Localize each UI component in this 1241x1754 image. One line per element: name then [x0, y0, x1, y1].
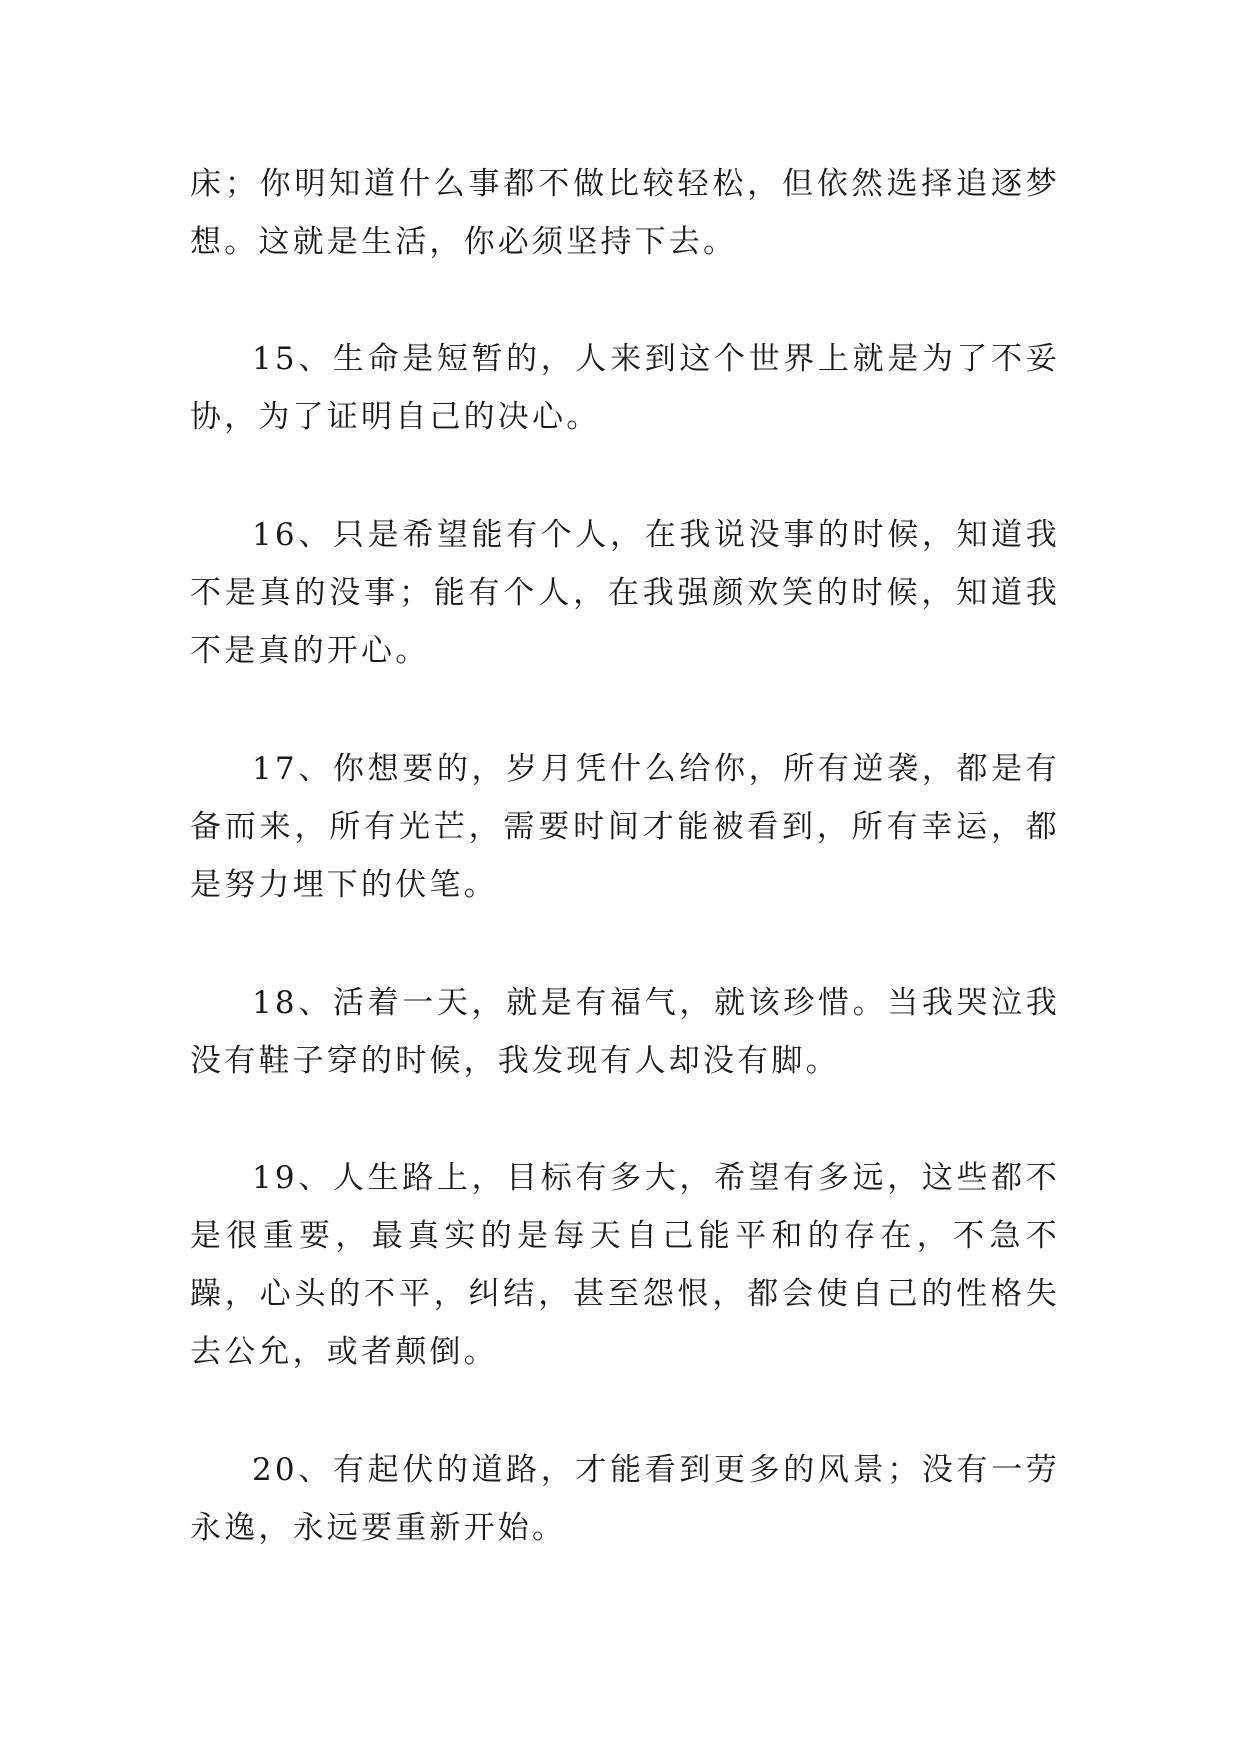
- paragraph-20: 20、有起伏的道路，才能看到更多的风景；没有一劳永逸，永远要重新开始。: [190, 1452, 1060, 1546]
- paragraph-19: 19、人生路上，目标有多大，希望有多远，这些都不是很重要，最真实的是每天自己能平和的存在，不急不躁，心头的不平，纠结，甚至怨恨，都会使自己的性格失去公允，或者颠倒。: [190, 1160, 1060, 1370]
- paragraph-18: 18、活着一天，就是有福气，就该珍惜。当我哭泣我没有鞋子穿的时候，我发现有人却没有脚。: [190, 985, 1060, 1079]
- paragraph-17: 17、你想要的，岁月凭什么给你，所有逆袭，都是有备而来，所有光芒，需要时间才能被看到，所有幸运，都是努力埋下的伏笔。: [190, 751, 1060, 903]
- paragraph-16: 16、只是希望能有个人，在我说没事的时候，知道我不是真的没事；能有个人，在我强颜欢笑的时候，知道我不是真的开心。: [190, 517, 1060, 669]
- continuation-paragraph: 床；你明知道什么事都不做比较轻松，但依然选择追逐梦想。这就是生活，你必须坚持下去。: [190, 166, 1060, 260]
- paragraph-15: 15、生命是短暂的，人来到这个世界上就是为了不妥协，为了证明自己的决心。: [190, 341, 1060, 435]
